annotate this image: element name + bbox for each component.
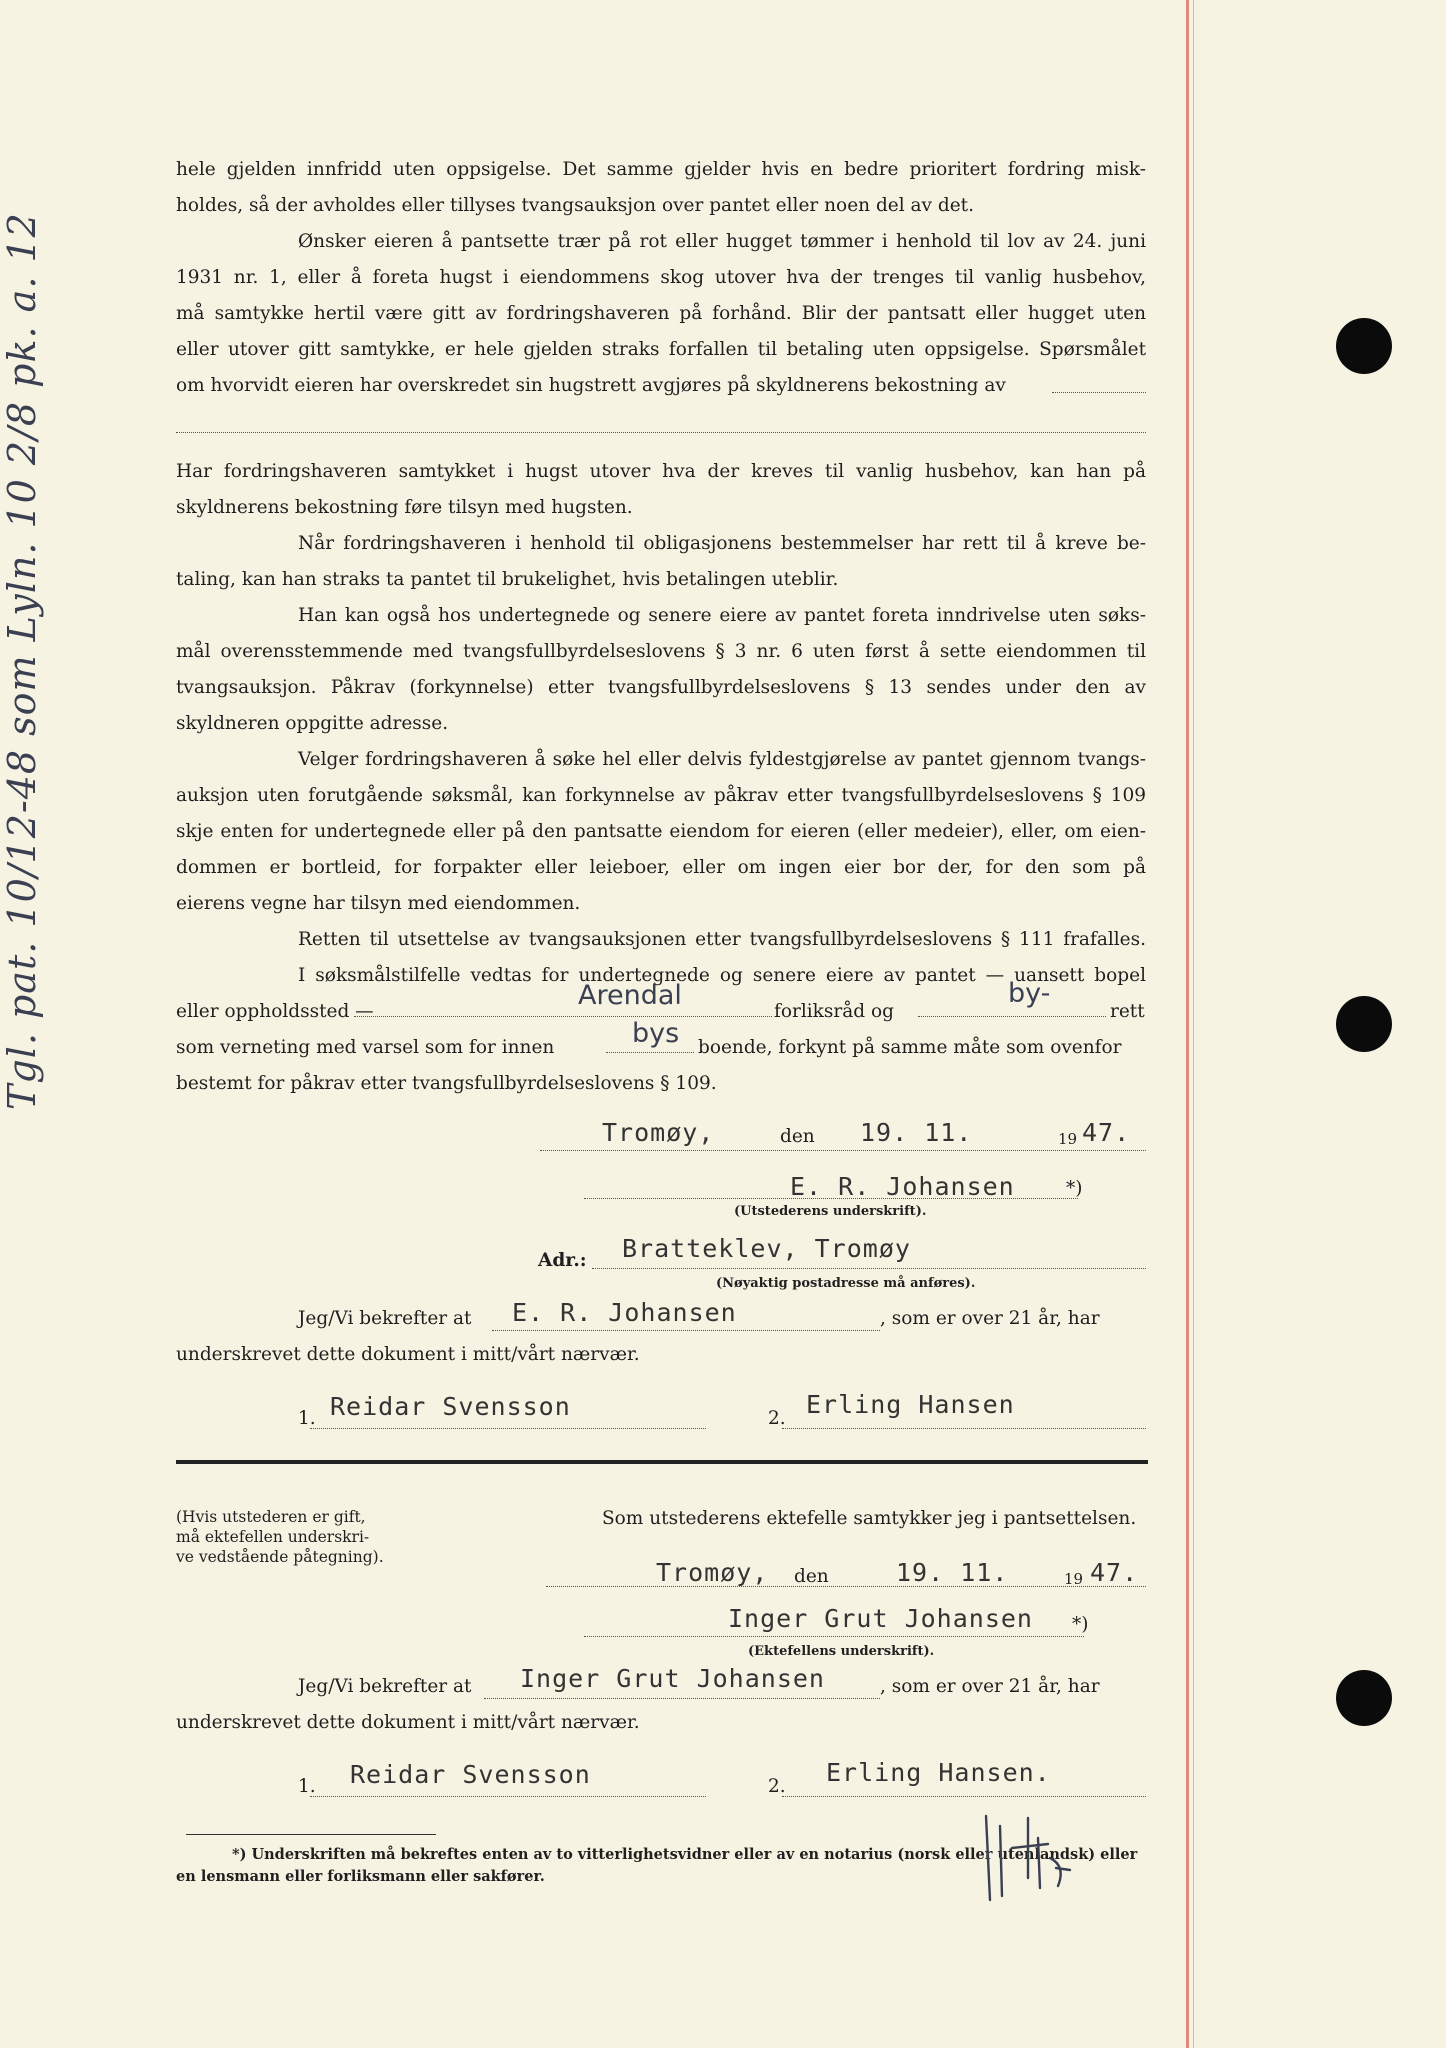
text-line: skyldnerens bekostning føre tilsyn med hugsten.: [176, 497, 633, 518]
text-line: eller utover gitt samtykke, er hele gjelden straks forfallen til betaling uten oppsigelse. Spørsmålet: [176, 339, 1146, 360]
text-line: Ønsker eieren å pantsette trær på rot eller hugget tømmer i henhold til lov av 24. juni: [298, 231, 1146, 252]
text-fragment: forliksråd og: [774, 1001, 894, 1022]
text-line: Har fordringshaveren samtykket i hugst utover hva der kreves til vanlig husbehov, kan han på: [176, 461, 1146, 482]
signature-line: [584, 1636, 1084, 1637]
text-line: I søksmålstilfelle vedtas for undertegnede og senere eiere av pantet — uansett bopel: [298, 965, 1146, 986]
spouse-place: Tromøy,: [656, 1558, 769, 1587]
text-line: om hvorvidt eieren har overskredet sin hugstrett avgjøres på skyldnerens bekostning av: [176, 375, 1006, 396]
confirm-suffix: , som er over 21 år, har: [880, 1308, 1100, 1329]
witness-2: Erling Hansen.: [826, 1758, 1051, 1787]
witness-line: [310, 1428, 706, 1429]
filled-court: by-: [1008, 978, 1051, 1009]
date-place: Tromøy,: [602, 1118, 715, 1147]
text-line: mål overensstemmende med tvangsfullbyrdelseslovens § 3 nr. 6 uten først å sette eiendommen til: [176, 641, 1146, 662]
spouse-date: 19. 11.: [896, 1558, 1009, 1587]
confirm-name: Inger Grut Johansen: [520, 1664, 825, 1693]
signature-issuer: E. R. Johansen: [790, 1172, 1015, 1201]
text-line: taling, kan han straks ta pantet til brukelighet, hvis betalingen uteblir.: [176, 569, 839, 590]
text-fragment: boende, forkynt på samme måte som ovenfor: [698, 1037, 1122, 1058]
spouse-note: (Hvis utstederen er gift,: [176, 1508, 366, 1526]
text-line: dommen er bortleid, for forpakter eller leieboer, eller om ingen eier bor der, for den som på: [176, 857, 1146, 878]
text-line: tvangsauksjon. Påkrav (forkynnelse) etter tvangsfullbyrdelseslovens § 13 sendes under den av: [176, 677, 1146, 698]
den-label: den: [780, 1126, 815, 1147]
text-line: holdes, så der avholdes eller tillyses tvangsauksjon over pantet eller noen del av det.: [176, 195, 974, 216]
text-line: skje enten for undertegnede eller på den pantsatte eiendom for eieren (eller medeier), eller, om eien-: [176, 821, 1146, 842]
address-line: [592, 1268, 1146, 1269]
signature-mark: *): [1066, 1178, 1083, 1199]
den-label: den: [794, 1566, 829, 1587]
date-line: [540, 1150, 1146, 1151]
address-caption: (Nøyaktig postadresse må anføres).: [716, 1276, 976, 1291]
confirm-line2: underskrevet dette dokument i mitt/vårt nærvær.: [176, 1712, 640, 1733]
date-year: 47.: [1082, 1118, 1131, 1147]
text-line: må samtykke hertil være gitt av fordringshaveren på forhånd. Blir der pantsatt eller hugget uten: [176, 303, 1146, 324]
margin-rule: [1186, 0, 1189, 2048]
date-line: [546, 1586, 1146, 1587]
signature-spouse: Inger Grut Johansen: [728, 1604, 1033, 1633]
witness-number: 1.: [298, 1408, 316, 1429]
text-line: skyldneren oppgitte adresse.: [176, 713, 449, 734]
text-line: Han kan også hos undertegnede og senere eiere av pantet foreta inndrivelse uten søks-: [298, 605, 1146, 626]
text-line: Når fordringshaveren i henhold til obligasjonens bestemmelser har rett til å kreve be-: [298, 533, 1146, 554]
signature-caption: (Utstederens underskrift).: [734, 1204, 927, 1219]
text-line: 1931 nr. 1, eller å foreta hugst i eiendommens skog utover hva der trenges til vanlig husbehov,: [176, 267, 1146, 288]
section-divider: [176, 1460, 1148, 1464]
text-line: auksjon uten forutgående søksmål, kan forkynnelse av påkrav etter tvangsfullbyrdelseslovens § 109: [176, 785, 1146, 806]
margin-rule-secondary: [1193, 0, 1194, 2048]
witness-line: [782, 1428, 1146, 1429]
footnote-rule: [186, 1834, 436, 1835]
witness-line: [310, 1796, 706, 1797]
initials-scrawl: [978, 1808, 1074, 1908]
fill-line: [1052, 392, 1146, 393]
footnote-line: *) Underskriften må bekreftes enten av to vitterlighetsvidner eller av en notarius (norsk eller utenlandsk) eller: [232, 1846, 1138, 1863]
witness-line: [782, 1796, 1146, 1797]
text-fragment: som verneting med varsel som for innen: [176, 1037, 555, 1058]
address-value: Bratteklev, Tromøy: [622, 1234, 911, 1263]
handwritten-margin-note: Tgl. pat. 10/12-48 som Lyln. 10 2/8 pk. a. 12: [0, 212, 44, 1110]
text-line: eierens vegne har tilsyn med eiendommen.: [176, 893, 581, 914]
text-line: bestemt for påkrav etter tvangsfullbyrdelseslovens § 109.: [176, 1073, 717, 1094]
punch-hole-bottom: [1336, 1670, 1392, 1726]
confirm-prefix: Jeg/Vi bekrefter at: [298, 1308, 472, 1329]
fill-line: [918, 1016, 1106, 1017]
witness-1: Reidar Svensson: [350, 1760, 591, 1789]
witness-1: Reidar Svensson: [330, 1392, 571, 1421]
fill-line: [606, 1052, 694, 1053]
confirm-prefix: Jeg/Vi bekrefter at: [298, 1676, 472, 1697]
text-line: Retten til utsettelse av tvangsauksjonen etter tvangsfullbyrdelseslovens § 111 frafalles.: [298, 929, 1146, 950]
fill-line: [492, 1330, 880, 1331]
witness-2: Erling Hansen: [806, 1390, 1015, 1419]
confirm-name: E. R. Johansen: [512, 1298, 737, 1327]
year-prefix: 19: [1064, 1570, 1084, 1588]
footnote-line: en lensmann eller forliksmann eller sakfører.: [176, 1868, 545, 1885]
spouse-consent: Som utstederens ektefelle samtykker jeg i pantsettelsen.: [602, 1508, 1137, 1529]
fill-line: [484, 1698, 880, 1699]
filled-bys: bys: [632, 1018, 680, 1049]
signature-caption: (Ektefellens underskrift).: [748, 1644, 935, 1659]
witness-number: 2.: [768, 1776, 786, 1797]
punch-hole-middle: [1336, 996, 1392, 1052]
text-fragment: eller oppholdssted —: [176, 1001, 374, 1022]
spouse-note: ve vedstående påtegning).: [176, 1548, 384, 1566]
text-line: hele gjelden innfridd uten oppsigelse. Det samme gjelder hvis en bedre prioritert fordring misk-: [176, 159, 1146, 180]
year-prefix: 19: [1058, 1130, 1078, 1148]
text-fragment: rett: [1110, 1001, 1145, 1022]
confirm-line2: underskrevet dette dokument i mitt/vårt nærvær.: [176, 1344, 640, 1365]
date-day-month: 19. 11.: [860, 1118, 973, 1147]
witness-number: 2.: [768, 1408, 786, 1429]
confirm-suffix: , som er over 21 år, har: [880, 1676, 1100, 1697]
address-label: Adr.:: [538, 1250, 587, 1271]
fill-line: [354, 1016, 772, 1017]
text-line: Velger fordringshaveren å søke hel eller delvis fyldestgjørelse av pantet gjennom tvangs-: [298, 749, 1146, 770]
spouse-note: må ektefellen underskri-: [176, 1528, 370, 1546]
witness-number: 1.: [298, 1776, 316, 1797]
spouse-year: 47.: [1090, 1558, 1139, 1587]
signature-mark: *): [1072, 1614, 1089, 1635]
fill-line: [176, 432, 1146, 433]
punch-hole-top: [1336, 318, 1392, 374]
filled-place: Arendal: [578, 980, 682, 1011]
